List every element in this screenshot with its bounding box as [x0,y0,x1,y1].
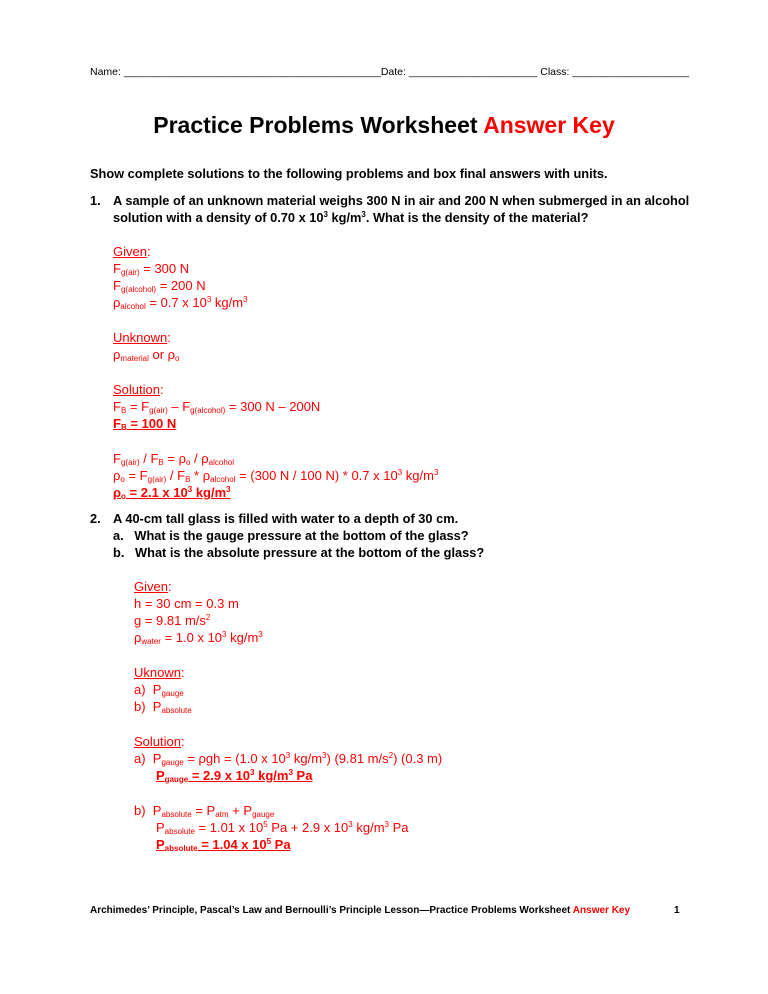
q1-solution-boxed-1: $F_B = 100$ N [113,416,177,432]
q2-unknown-label: Uknown [134,665,181,680]
question-2-part-a: a. What is the gauge pressure at the bottom of the glass? [113,528,469,543]
title-main: Practice Problems Worksheet [153,112,478,138]
page-number: 1 [674,905,680,916]
q2-solution-a: a) $P_{gauge} = \rho gh = (1.0$ x $10^3$ $kg/m^3$) (9.81 $m/s^2$) (0.3 m) [134,751,443,767]
q1-given-1: $F_{g(air)} = 300$ N [113,261,190,277]
question-2-number: 2. [90,511,101,526]
date-blank: ______________________ [408,66,538,78]
question-1-number: 1. [90,193,101,208]
name-blank: ____________________________________________ [123,66,381,78]
q2-given-label: Given [134,579,168,594]
q2-given-1: h = 30 cm = 0.3 m [134,596,239,611]
q2-final-answer-a: $P_{gauge} = 2.9$ x $10^3$ $kg/m^3$ Pa [156,768,313,784]
footer [90,905,630,916]
date-label: Date: [380,66,406,78]
q2-final-answer-b: $P_{absolute} = 1.04$ x $10^5$ Pa [156,837,291,853]
question-1-text-line1: A sample of an unknown material weighs 300 N in air and 200 N when submerged in an alcohol [113,193,690,208]
q1-given-3: $\rho_{alcohol} = 0.7$ x $10^3$ $kg/m^3$ [113,295,248,311]
question-2-part-b: b. What is the absolute pressure at the bottom of the glass? [113,545,485,560]
q1-final-answer: $\rho_o = 2.1$ x $10^3$ $kg/m^3$ [113,485,231,501]
class-blank: ____________________ [572,66,690,78]
q2-unknown-b: b) $P_{absolute}$ [134,699,192,715]
question-2-text: A 40-cm tall glass is filled with water to a depth of 30 cm. [113,511,459,526]
class-label: Class: [540,66,570,78]
q1-solution-3: $\rho_o = F_{g(air)} / F_B * \rho_{alcohol} = (300$ N / 100 N) * 0.7 x $10^3$ $kg/m^3$ [113,468,439,484]
title-answer-key: Answer Key [483,112,615,138]
instructions: Show complete solutions to the following problems and box final answers with units. [90,166,608,181]
q2-given-2: g = 9.81 $m/s^2$ [134,613,211,628]
q1-unknown-1: $\rho_{material}$ or $\rho_o$ [113,347,180,363]
footer-answer-key: Answer Key [572,905,631,916]
q2-solution-label: Solution [134,734,181,749]
q2-given-3: $\rho_{water} = 1.0$ x $10^3$ $kg/m^3$ [134,630,263,646]
q1-unknown-label: Unknown [113,330,168,345]
q2-solution-b1: b) $P_{absolute} = P_{atm} + P_{gauge}$ [134,803,275,819]
page-title [0,112,768,139]
q2-unknown-a: a) $P_{gauge}$ [134,682,184,698]
q1-solution-label: Solution [113,382,160,397]
header-line [90,66,690,78]
question-1-text-line2: solution with a density of 0.70 x $10^3$ $kg/m^3$. What is the density of the material? [113,210,589,225]
q1-solution-2: $F_{g(air)} / F_B = \rho_o / \rho_{alcohol}$ [113,451,235,467]
q1-given-label: Given [113,244,147,259]
q2-solution-b2: $P_{absolute} = 1.01$ x $10^5$ Pa + 2.9 x $10^3$ $kg/m^3$ Pa [156,820,409,836]
footer-text: Archimedes’ Principle, Pascal’s Law and Bernoulli’s Principle Lesson—Practice Problems Worksheet [90,905,571,916]
q1-solution-1: $F_B = F_{g(air)} - F_{g(alcohol)} = 300$ N – 200N [113,399,321,415]
q1-given-2: $F_{g(alcohol)} = 200$ N [113,278,206,294]
name-label: Name: [90,66,121,78]
